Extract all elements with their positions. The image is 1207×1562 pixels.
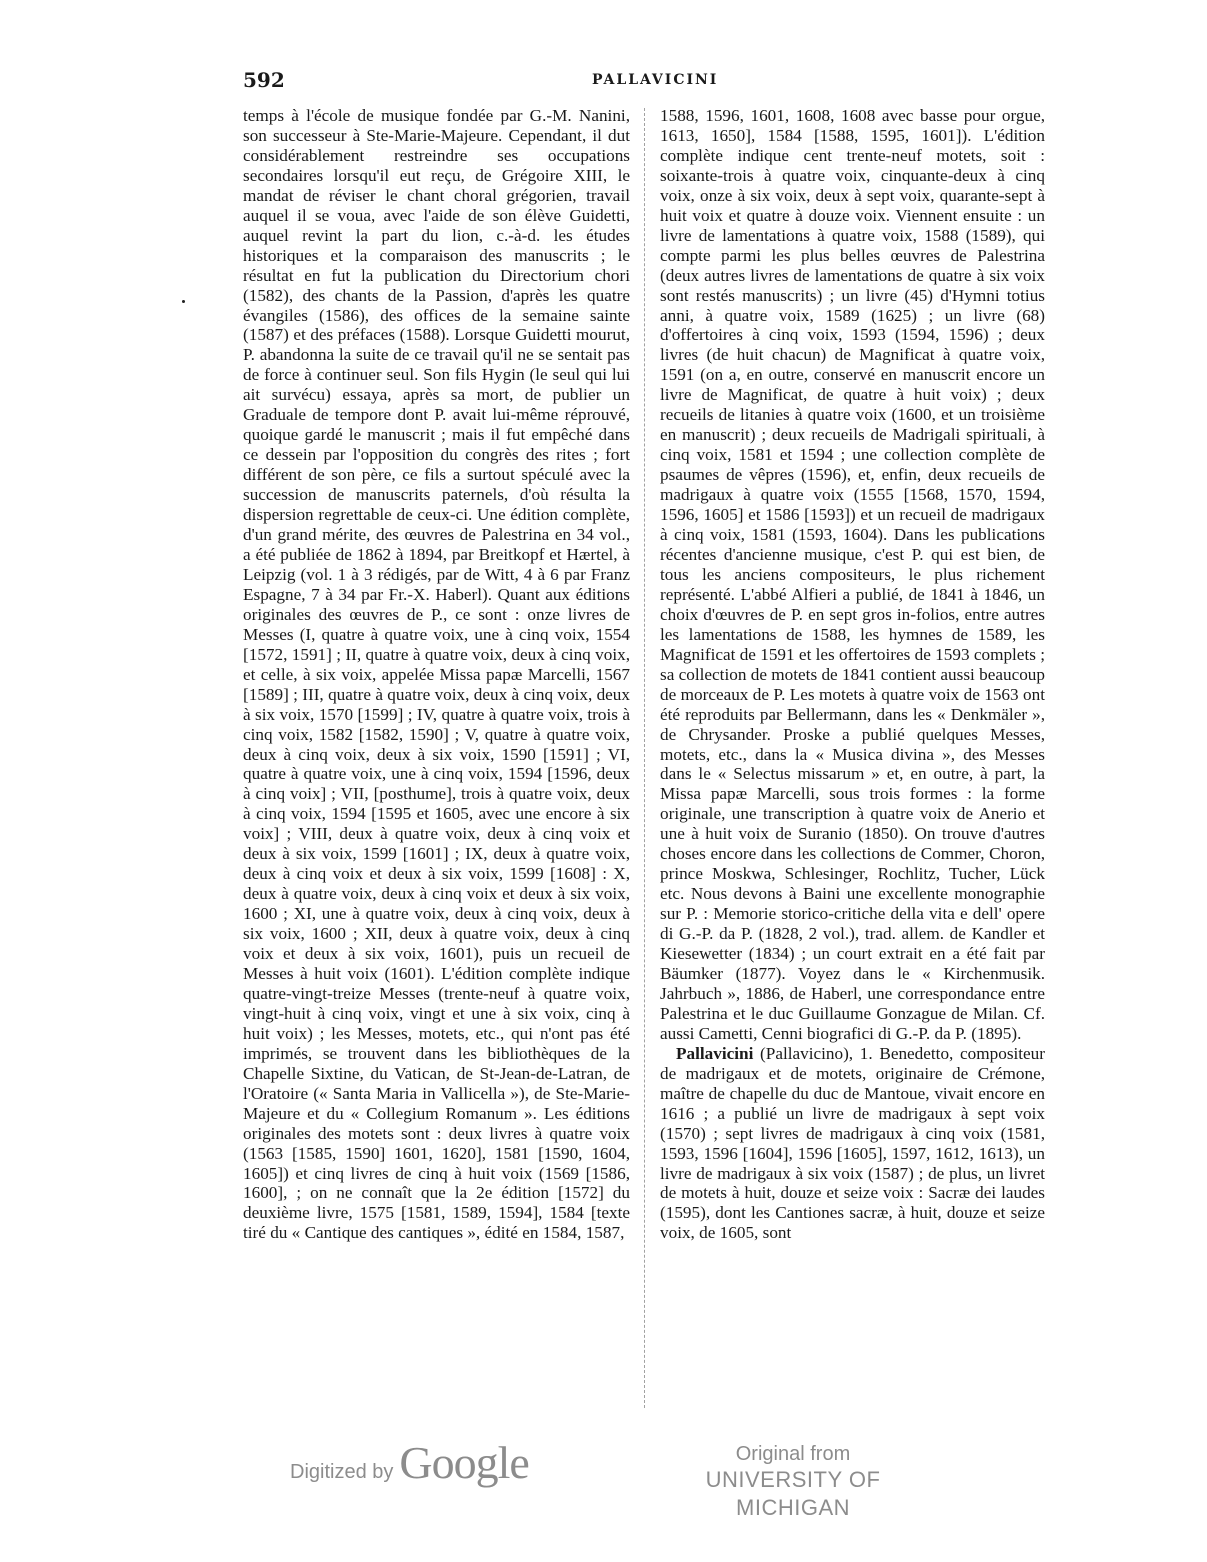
original-from-label: Original from (735, 1443, 851, 1465)
scan-speck (182, 300, 185, 303)
left-column (243, 106, 630, 1424)
dictionary-entry (660, 1044, 1045, 1244)
digitized-by-google-watermark (290, 1436, 529, 1489)
page-number: 592 (243, 68, 285, 92)
entry-text: (Pallavicino), 1. Benedetto, compositeur de madrigaux et de motets, originaire de Crémone, maître de chapelle du duc de Mantoue, vivait encore en 1616 ; a publié un livre de madrigaux à sept voix (1570) ; sept livres de madrigaux à cinq voix (1581, 1593, 1596 [1604], 1596 [1605], 1597, 1612, 1613), un livre de madrigaux à six voix (1587) ; de plus, un livret de motets à huit, douze et seize voix : Sacræ dei laudes (1595), dont les Cantiones sacræ, à huit, douze et seize voix, de 1605, sont (660, 1043, 1045, 1243)
right-column-text: 1588, 1596, 1601, 1608, 1608 avec basse pour orgue, 1613, 1650], 1584 [1588, 1595, 1601]). L'édition complète indique cent trente-neuf motets, soit : soixante-trois à quatre voix, cinquante-deux à cinq voix, onze à six voix, deux à sept voix, quarante-sept à huit voix et quatre à douze voix. Viennent ensuite : un livre de lamentations à quatre voix, 1588 (1589), qui compte parmi les plus belles œuvres de Palestrina (deux autres livres de lamentations de quatre à six voix sont restés manuscrits) ; un livre (45) d'Hymni totius anni, à quatre voix, 1589 (1625) ; un livre (68) d'offertoires à cinq voix, 1593 (1594, 1596) ; deux livres (de huit chacun) de Magnificat à quatre voix, 1591 (on a, en outre, conservé en manuscrit encore un livre de Magnificat, de quatre à huit voix) ; deux recueils de litanies à quatre voix (1600, et un troisième en manuscrit) ; deux recueils de Madrigali spirituali, à cinq voix, 1581 et 1594 ; une collection complète de psaumes de vêpres (1596), et, enfin, deux recueils de madrigaux à quatre voix (1555 [1568, 1570, 1594, 1596, 1605] et 1586 [1593]) et un recueil de madrigaux à cinq voix, 1581 (1593, 1604). Dans les publications récentes d'ancienne musique, c'est P. qui est bien, de tous les anciens compositeurs, le plus richement représenté. L'abbé Alfieri a publié, de 1841 à 1846, un choix d'œuvres de P. en sept gros in-folios, entre autres les lamentations de 1588, les hymnes de 1589, les Magnificat de 1591 et les offertoires de 1593 complets ; sa collection de motets de 1841 contient aussi beaucoup de morceaux de P. Les motets à quatre voix de 1563 ont été reproduits par Bellermann, dans les « Denkmäler », de Chrysander. Proske a publié quelques Messes, motets, etc., dans la « Musica divina », des Messes dans le « Selectus missarum » et, en outre, à part, la Missa papæ Marcelli, sous trois formes : la forme originale, une transcription à quatre voix de Anerio et une à huit voix de Suranio (1850). On trouve d'autres choses encore dans les collections de Commer, Choron, prince Moskwa, Schlesinger, Rochlitz, Tucher, Lück etc. Nous devons à Baini une excellente monographie sur P. : Memorie storico-critiche della vita e dell' opere di G.-P. da P. (1828, 2 vol.), trad. allem. de Kandler et Kiesewetter (1834) ; un court extrait en a été fait par Bäumker (1877). Voyez dans le « Kirchenmusik. Jahrbuch », 1886, de Haberl, une correspondance entre Palestrina et le duc Guillaume Gonzague de Milan. Cf. aussi Cametti, Cenni biografici di G.-P. da P. (1895). (660, 106, 1045, 1043)
left-column-text: temps à l'école de musique fondée par G.-M. Nanini, son successeur à Ste-Marie-Majeure. Cependant, il dut considérablement restreindre ses occupations secondaires lorsqu'il eut reçu, de Grégoire XIII, le mandat de réviser le chant choral grégorien, travail auquel il se voua, avec l'aide de son élève Guidetti, auquel revint la part du lion, c.-à-d. les études historiques et la comparaison des manuscrits ; le résultat en fut la publication du Directorium chori (1582), des chants de la Passion, d'après les quatre évangiles (1586), des offices de la semaine sainte (1587) et des préfaces (1588). Lorsque Guidetti mourut, P. abandonna la suite de ce travail qu'il ne se sentait pas de force à continuer seul. Son fils Hygin (le seul qui lui ait survécu) essaya, après sa mort, de publier un Graduale de tempore dont P. avait lui-même réprouvé, quoique gardé le manuscrit ; mais il fut empêché dans ce dessein par l'opposition du congrès des rites ; fort différent de son père, ce fils a surtout spéculé avec la succession de manuscrits paternels, d'où résulta la dispersion regrettable de ceux-ci. Une édition complète, d'un grand mérite, des œuvres de Palestrina en 34 vol., a été publiée de 1862 à 1894, par Breitkopf et Hærtel, à Leipzig (vol. 1 à 3 rédigés, par de Witt, 4 à 6 par Franz Espagne, 7 à 34 par Fr.-X. Haberl). Quant aux éditions originales des œuvres de P., ce sont : onze livres de Messes (I, quatre à quatre voix, une à cinq voix, 1554 [1572, 1591] ; II, quatre à quatre voix, deux à cinq voix, et celle, à six voix, appelée Missa papæ Marcelli, 1567 [1589] ; III, quatre à quatre voix, deux à cinq voix, deux à six voix, 1570 [1599] ; IV, quatre à quatre voix, trois à cinq voix, 1582 [1582, 1590] ; V, quatre à quatre voix, deux à cinq voix, deux à six voix, 1590 [1591] ; VI, quatre à quatre voix, une à cinq voix, 1594 [1596, deux à cinq voix] ; VII, [posthume], trois à quatre voix, deux à cinq voix, 1594 [1595 et 1605, avec une encore à six voix] ; VIII, deux à quatre voix, deux à cinq voix et deux à six voix, 1599 [1601] ; IX, deux à quatre voix, deux à cinq voix et deux à six voix, 1599 [1608] : X, deux à quatre voix, deux à cinq voix et deux à six voix, 1600 ; XI, une à quatre voix, deux à cinq voix, deux à six voix, 1600 ; XII, deux à quatre voix, deux à cinq voix et deux à six voix, 1601), puis un recueil de Messes à huit voix (1601). L'édition complète indique quatre-vingt-treize Messes (trente-neuf à quatre voix, vingt-huit à cinq voix, vingt et une à six voix, cinq à huit voix) ; les Messes, motets, etc., qui n'ont pas été imprimés, se trouvent dans les bibliothèques de la Chapelle Sixtine, du Vatican, de St-Jean-de-Latran, de l'Oratoire (« Santa Maria in Vallicella »), de Ste-Marie-Majeure et du « Collegium Romanum ». Les éditions originales des motets sont : deux livres à quatre voix (1563 [1585, 1590] 1601, 1620], 1581 [1590, 1604, 1605]) et cinq livres de cinq à huit voix (1569 [1586, 1600], ; on ne connaît que la 2e édition [1572] du deuxième livre, 1575 [1581, 1589, 1594], 1584 [texte tiré du « Cantique des cantiques », édité en 1584, 1587, (243, 106, 630, 1243)
right-column (660, 106, 1045, 1424)
google-logo: Google (399, 1437, 529, 1488)
entry-headword: Pallavicini (676, 1043, 754, 1063)
running-title: PALLAVICINI (592, 72, 719, 88)
column-divider (644, 108, 646, 1408)
original-source-watermark (668, 1442, 918, 1522)
institution-label: UNIVERSITY OF MICHIGAN (705, 1467, 881, 1520)
digitized-by-label: Digitized by (290, 1461, 394, 1483)
